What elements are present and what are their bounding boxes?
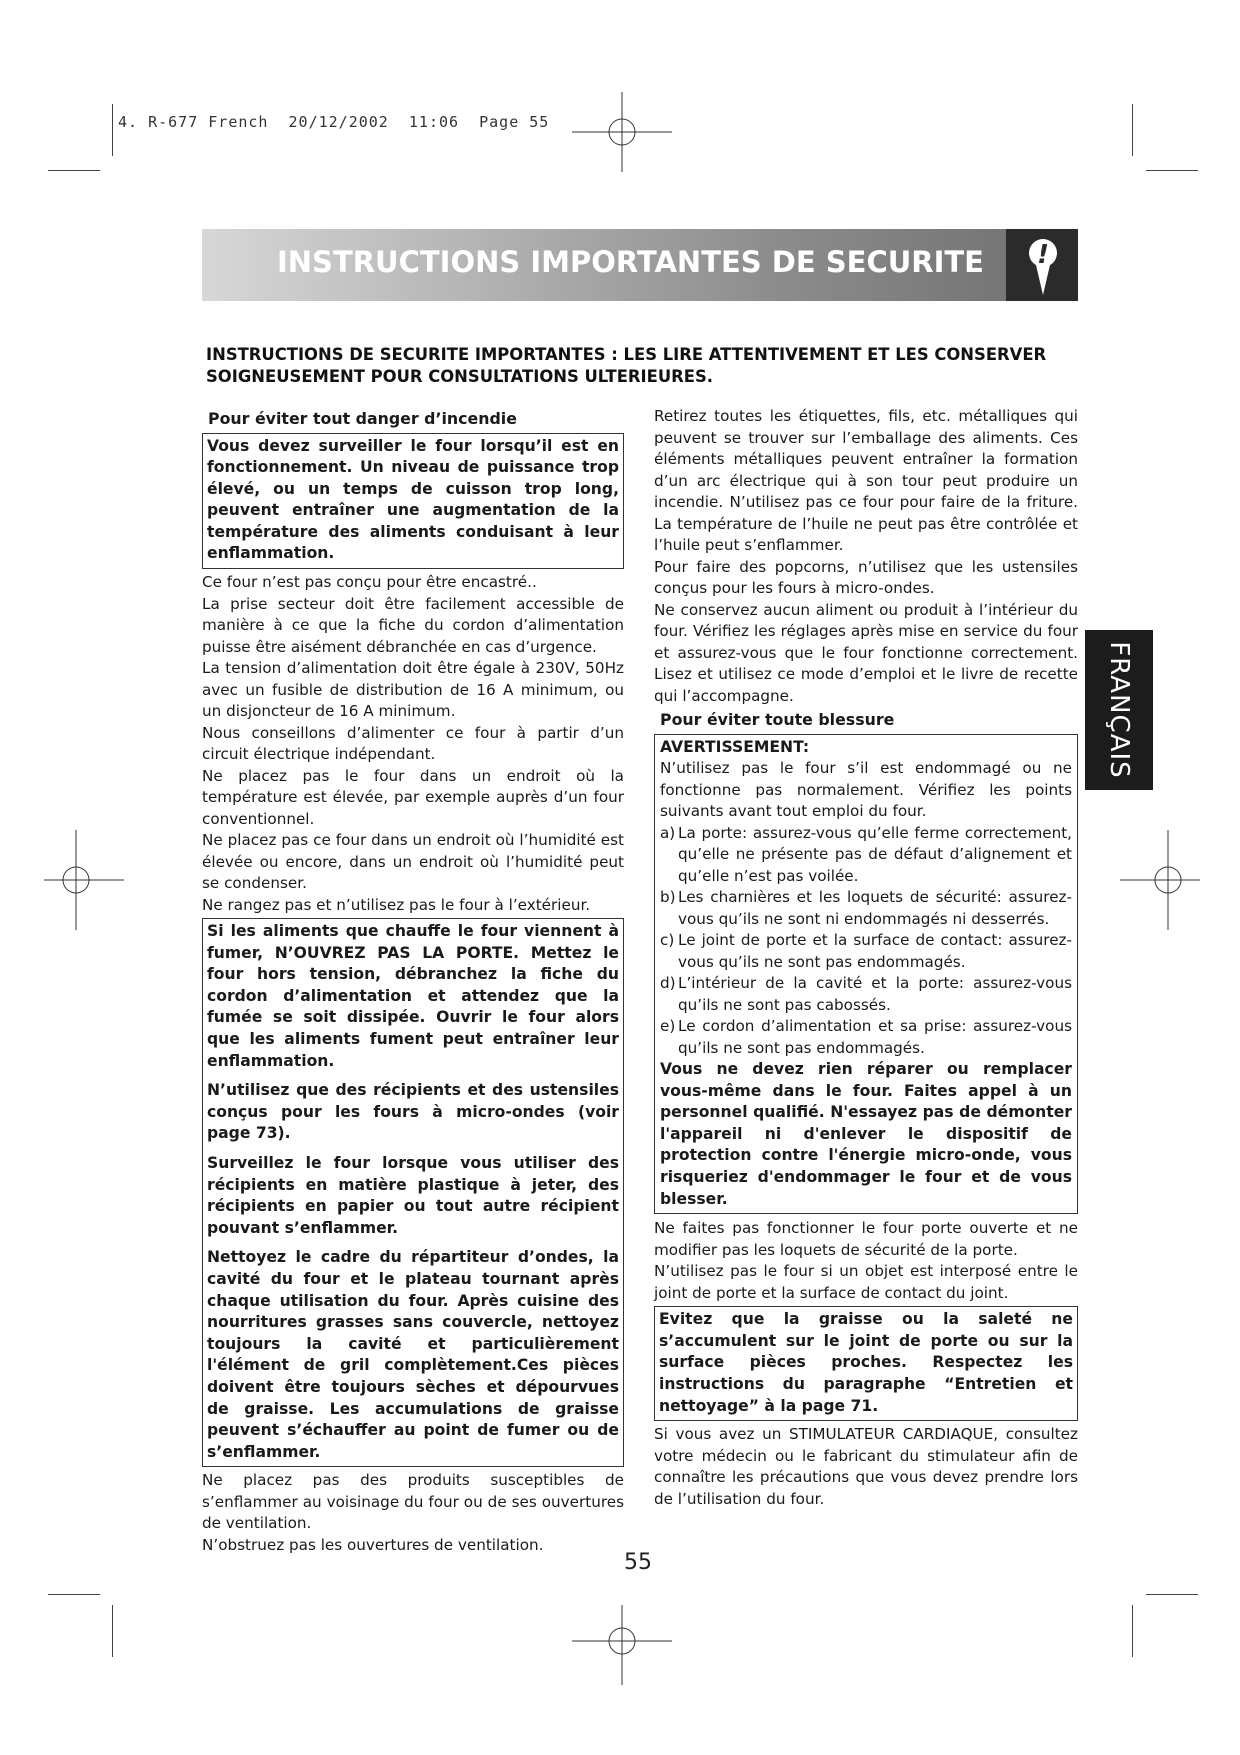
paragraph: N’obstruez pas les ouvertures de ventilation.: [202, 1535, 544, 1554]
box-text: Evitez que la graisse ou la saleté ne s’accumulent sur le joint de porte ou sur la surface pièces proches. Respectez les instructions du paragraphe “Entretien et nettoyage” à la page 71.: [659, 1310, 1073, 1415]
section-heading-fire: Pour éviter tout danger d’incendie: [208, 409, 517, 428]
paragraph: Si vous avez un STIMULATEUR CARDIAQUE, consultez votre médecin ou le fabricant du stimulateur afin de connaître les précautions que vous devez prendre lors de l’utilisation du four.: [654, 1425, 1078, 1508]
paragraph: Ne conservez aucun aliment ou produit à l’intérieur du four. Vérifiez les réglages après mise en service du four et assurez-vous que le four fonctionne correctement. Lisez et utilisez ce mode d’emploi et le livre de recette qui l’accompagne.: [654, 600, 1078, 705]
trim-mark: [1146, 1594, 1198, 1595]
print-header: 4. R-677 French 20/12/2002 11:06 Page 55: [118, 113, 550, 131]
registration-mark-left: [24, 830, 124, 930]
list-text: L’intérieur de la cavité et la porte: assurez-vous qu’ils ne sont pas cabossés.: [678, 974, 1072, 1014]
list-item: [660, 1016, 1072, 1059]
paragraph: La tension d’alimentation doit être égale à 230V, 50Hz avec un fusible de distribution de 16 A minimum, ou un disjoncteur de 16 A minimum.: [202, 659, 624, 721]
list-marker: b): [660, 888, 676, 906]
paragraph: Ne placez pas le four dans un endroit où la température est élevée, par exemple auprès d’un four conventionnel.: [202, 766, 624, 828]
list-item: [660, 930, 1072, 973]
paragraph: N’utilisez pas le four si un objet est interposé entre le joint de porte et la surface de contact du joint.: [654, 1262, 1078, 1302]
left-column: [202, 406, 624, 1556]
paragraph: Ce four n’est pas conçu pour être encastré..: [202, 573, 537, 592]
exclamation-icon: [1006, 229, 1078, 301]
box-text: Surveillez le four lorsque vous utiliser des récipients en matière plastique à jeter, des récipients en papier ou tout autre récipient pouvant s’enflammer.: [207, 1154, 619, 1237]
list-item: [660, 823, 1072, 888]
box-text: Si les aliments que chauffe le four viennent à fumer, N’OUVREZ PAS LA PORTE. Mettez le four hors tension, débranchez la fiche du cordon d’alimentation et attendez que la fumée se soit dissipée. Ouvrir le four alors que les aliments fument peut entraîner leur enflammation.: [207, 922, 619, 1070]
list-item: [660, 973, 1072, 1016]
trim-mark: [1132, 1605, 1133, 1657]
paragraph: Ne faites pas fonctionner le four porte ouverte et ne modifier pas les loquets de sécurité de la porte.: [654, 1219, 1078, 1259]
list-text: La porte: assurez-vous qu’elle ferme correctement, qu’elle ne présente pas de défaut d’alignement et qu’elle n’est pas voilée.: [678, 823, 1072, 885]
section-heading-injury: Pour éviter toute blessure: [660, 710, 895, 729]
language-tab: [1085, 630, 1153, 790]
list-marker: c): [660, 931, 675, 949]
paragraph: Pour faire des popcorns, n’utilisez que les ustensiles conçus pour les fours à micro-ondes.: [654, 557, 1078, 597]
trim-mark: [1146, 170, 1198, 171]
paragraph: Ne placez pas ce four dans un endroit où l’humidité est élevée ou encore, dans un endroit où l’humidité peut se condenser.: [202, 831, 624, 893]
paragraph: Ne rangez pas et n’utilisez pas le four à l’extérieur.: [202, 895, 591, 914]
registration-mark-bottom: [572, 1595, 672, 1695]
warning-bold-text: Vous ne devez rien réparer ou remplacer vous-même dans le four. Faites appel à un personnel qualifié. N'essayez pas de démonter l'appareil ni d'enlever le dispositif de protection contre l'énergie micro-onde, vous risqueriez d'endommager le four et de vous blesser.: [660, 1060, 1072, 1208]
box-text: Nettoyez le cadre du répartiteur d’ondes, la cavité du four et le plateau tournant après chaque utilisation du four. Après cuisine des nourritures grasses sans couvercle, nettoyez toujours la cavité et particulièrement l'élément de gril complètement.Ces pièces doivent être toujours sèches et dépourvues de graisse. Les accumulations de graisse peuvent s’échauffer au point de fumer ou de s’enflammer.: [207, 1248, 619, 1461]
list-item: [660, 887, 1072, 930]
intro-text: INSTRUCTIONS DE SECURITE IMPORTANTES : LES LIRE ATTENTIVEMENT ET LES CONSERVER SOIGNEUSEMENT POUR CONSULTATIONS ULTERIEURES.: [206, 345, 1047, 386]
right-column: [654, 406, 1078, 1510]
trim-mark: [112, 1605, 113, 1657]
trim-mark: [1132, 104, 1133, 156]
registration-mark-right: [1120, 830, 1220, 930]
box-text: N’utilisez que des récipients et des ustensiles conçus pour les fours à micro-ondes (voir page 73).: [207, 1081, 619, 1143]
list-marker: e): [660, 1017, 676, 1035]
trim-mark: [112, 104, 113, 156]
paragraph: La prise secteur doit être facilement accessible de manière à ce que la fiche du cordon d’alimentation puisse être aisément débranchée en cas d’urgence.: [202, 594, 624, 656]
warning-title: AVERTISSEMENT:: [660, 737, 810, 756]
page-title: INSTRUCTIONS IMPORTANTES DE SECURITE: [277, 245, 984, 279]
list-text: Les charnières et les loquets de sécurité: assurez-vous qu’ils ne sont ni endommagés ni desserrés.: [678, 888, 1072, 928]
paragraph: Retirez toutes les étiquettes, fils, etc. métalliques qui peuvent se trouver sur l’emballage des aliments. Ces éléments métalliques peuvent entraîner la formation d’un arc électrique qui à son tour peut produire un incendie. N’utilisez pas ce four pour faire de la friture. La température de l’huile ne peut pas être contrôlée et l’huile peut s’enflammer.: [654, 407, 1078, 554]
box-text: Vous devez surveiller le four lorsqu’il est en fonctionnement. Un niveau de puissance trop élevé, ou un temps de cuisson trop long, peuvent entraîner une augmentation de la température des aliments conduisant à leur enflammation.: [207, 436, 619, 563]
list-text: Le cordon d’alimentation et sa prise: assurez-vous qu’ils ne sont pas endommagés.: [678, 1017, 1072, 1057]
paragraph: Ne placez pas des produits susceptibles de s’enflammer au voisinage du four ou de ses ouvertures de ventilation.: [202, 1471, 624, 1533]
check-list: [660, 823, 1072, 1060]
svg-text:!: !: [1037, 240, 1049, 270]
paragraph: Nous conseillons d’alimenter ce four à partir d’un circuit électrique indépendant.: [202, 723, 624, 764]
warning-box-smoke: [202, 918, 624, 1467]
warning-box-grease: [654, 1306, 1078, 1421]
title-banner: [202, 229, 1078, 301]
trim-mark: [48, 170, 100, 171]
registration-mark-top: [572, 92, 672, 192]
trim-mark: [48, 1594, 100, 1595]
warning-intro: N’utilisez pas le four s’il est endommagé ou ne fonctionne pas normalement. Vérifiez les points suivants avant tout emploi du four.: [660, 759, 1072, 820]
list-marker: a): [660, 823, 676, 842]
warning-box-monitor: [202, 433, 624, 570]
language-label: FRANÇAIS: [1104, 641, 1134, 779]
list-marker: d): [660, 974, 676, 992]
list-text: Le joint de porte et la surface de contact: assurez-vous qu’ils ne sont pas endommagés.: [678, 931, 1072, 971]
page-number: 55: [624, 1550, 652, 1575]
warning-box-avertissement: [654, 734, 1078, 1215]
